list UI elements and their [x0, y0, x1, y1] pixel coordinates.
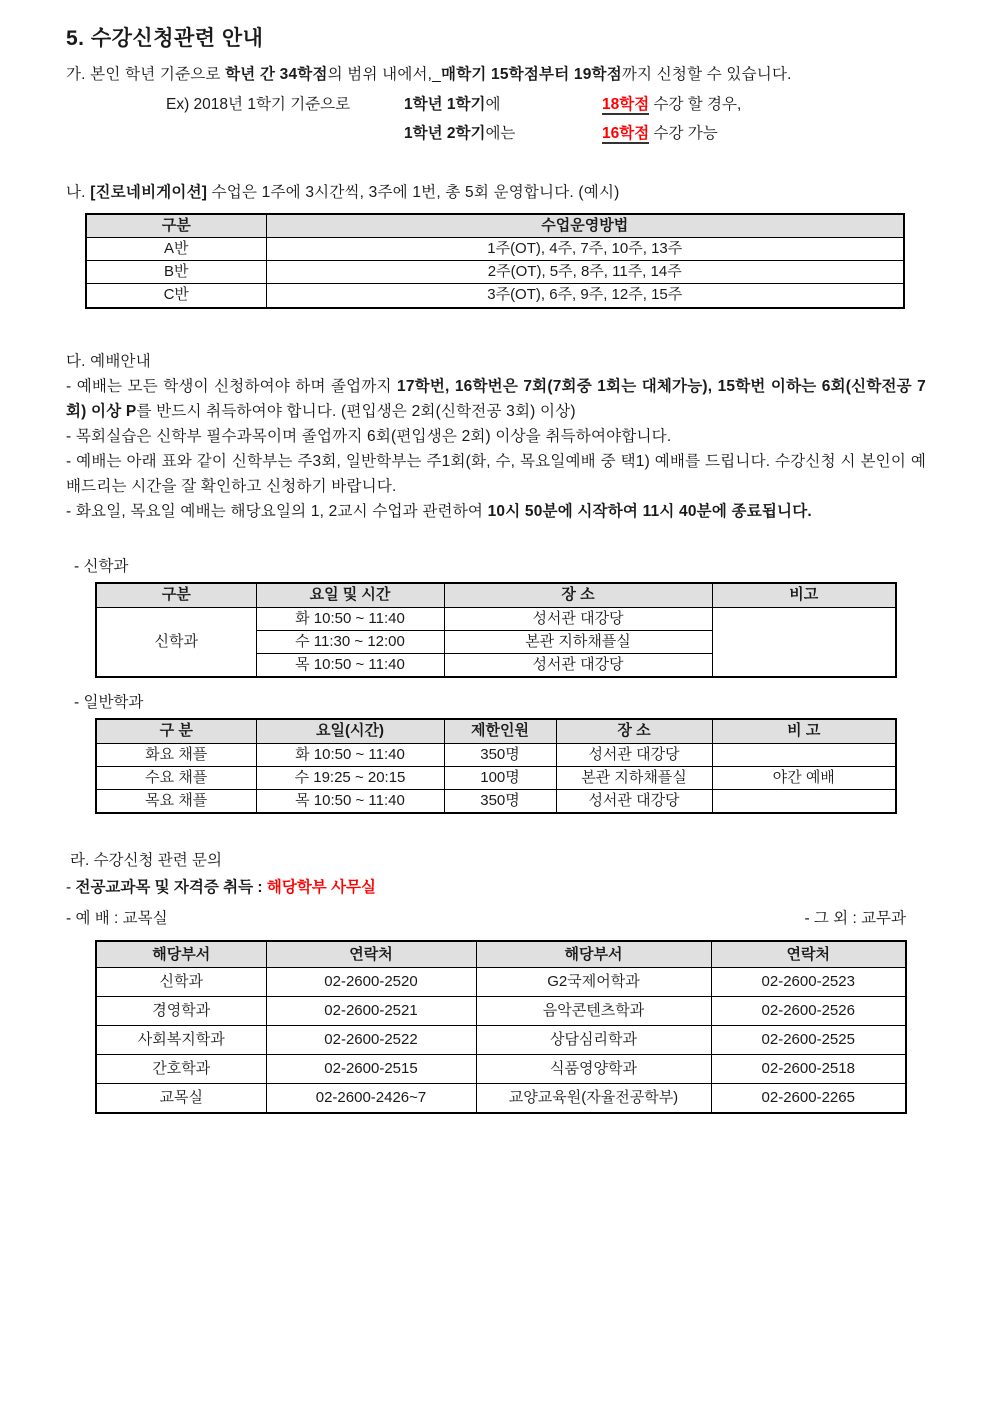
cell: 목 10:50 ~ 11:40	[256, 790, 444, 814]
column-header: 비고	[712, 583, 896, 607]
column-header: 장 소	[556, 719, 712, 743]
cell: 1주(OT), 4주, 7주, 10주, 13주	[266, 237, 904, 260]
na-navigation-bold: [진로네비게이션]	[90, 184, 208, 202]
cell: 식품영양학과	[476, 1055, 711, 1084]
credit-18-highlight: 18학점	[602, 96, 650, 114]
ga-text: 가. 본인 학년 기준으로	[66, 66, 226, 83]
column-header: 요일(시간)	[256, 719, 444, 743]
example-2-tail: 수강 가능	[649, 124, 718, 142]
cell: 신학과	[96, 968, 266, 997]
table-header-row	[96, 719, 896, 743]
table-row	[96, 1084, 906, 1113]
cell: 간호학과	[96, 1055, 266, 1084]
da-bullet-2: - 목회실습은 신학부 필수과목이며 졸업까지 6회(편입생은 2회) 이상을 취득하여야합니다.	[66, 427, 672, 445]
ga-example-block	[166, 91, 926, 148]
ra-etc-contact: - 그 외 : 교무과	[804, 910, 906, 928]
section-ga-paragraph	[66, 62, 926, 87]
general-chapel-table	[95, 718, 897, 814]
cell: 야간 예배	[712, 766, 896, 789]
ga-text: 까지 신청할 수 있습니다.	[621, 66, 792, 83]
cell	[712, 790, 896, 814]
cell: 02-2600-2426~7	[266, 1084, 476, 1113]
class-operation-table	[85, 213, 905, 309]
cell: 2주(OT), 5주, 8주, 11주, 14주	[266, 261, 904, 284]
section-da-heading: 다. 예배안내	[66, 352, 151, 370]
cell: C반	[86, 284, 266, 308]
cell: 02-2600-2526	[711, 997, 906, 1026]
cell: B반	[86, 261, 266, 284]
column-header: 장 소	[444, 583, 712, 607]
cell: G2국제어학과	[476, 968, 711, 997]
page-title: 5. 수강신청관련 안내	[66, 27, 264, 50]
cell: 수 11:30 ~ 12:00	[256, 630, 444, 653]
da-bullet-4-bold: 10시 50분에 시작하여 11시 40분에 종료됩니다.	[487, 503, 812, 521]
ra-bullet-contacts	[66, 907, 906, 932]
ga-text: 의 범위 내에서,_	[327, 66, 442, 83]
table-row	[96, 743, 896, 766]
column-header: 해당부서	[96, 941, 266, 968]
example-line-1	[166, 91, 926, 120]
table-row	[86, 261, 904, 284]
cell: 본관 지하채플실	[556, 766, 712, 789]
credit-16-highlight: 16학점	[602, 124, 650, 142]
cell: 350명	[444, 790, 556, 814]
cell: 사회복지학과	[96, 1026, 266, 1055]
example-1-term: 1학년 1학기에	[404, 96, 501, 114]
cell: 02-2600-2522	[266, 1026, 476, 1055]
ra-major-bold: 전공교과목 및 자격증 취득 :	[75, 879, 267, 897]
da-bullet-1: - 예배는 모든 학생이 신청하여야 하며 졸업까지 17학번, 16학번은 7회(7회중 1회는 대체가능), 15학번 이하는 6회(신학전공 7회) 이상 P를 반드시 취득하여야 합니다. (편입생은 2회(신학전공 3회) 이상)	[66, 377, 926, 420]
cell: 화 10:50 ~ 11:40	[256, 743, 444, 766]
cell: 02-2600-2521	[266, 997, 476, 1026]
theology-section-label: - 신학과	[74, 558, 129, 576]
cell: 수 19:25 ~ 20:15	[256, 766, 444, 789]
column-header: 요일 및 시간	[256, 583, 444, 607]
cell: 02-2600-2265	[711, 1084, 906, 1113]
da-bullet-4: - 화요일, 목요일 예배는 해당요일의 1, 2교시 수업과 관련하여 10시 50분에 시작하여 11시 40분에 종료됩니다.	[66, 503, 812, 521]
section-na-heading: 나. [진로네비게이션] 수업은 1주에 3시간씩, 3주에 1번, 총 5회 운영합니다. (예시)	[66, 184, 620, 202]
table-header-row	[86, 214, 904, 238]
cell: 350명	[444, 743, 556, 766]
ra-worship-contact: - 예 배 : 교목실	[66, 910, 168, 928]
cell: 음악콘텐츠학과	[476, 997, 711, 1026]
cell-note	[712, 607, 896, 677]
table-row	[96, 997, 906, 1026]
table-row	[86, 237, 904, 260]
contact-table	[95, 940, 907, 1114]
table-row	[96, 607, 896, 630]
example-1-tail: 수강 할 경우,	[649, 96, 742, 114]
cell: 화요 채플	[96, 743, 256, 766]
table-row	[96, 790, 896, 814]
example-2-term: 1학년 2학기에는	[404, 124, 516, 142]
column-header: 구분	[86, 214, 266, 238]
cell: 수요 채플	[96, 766, 256, 789]
cell: 경영학과	[96, 997, 266, 1026]
example-line-2	[166, 120, 926, 149]
cell: 02-2600-2515	[266, 1055, 476, 1084]
cell: 성서관 대강당	[444, 654, 712, 678]
table-row	[86, 284, 904, 308]
cell: 성서관 대강당	[556, 743, 712, 766]
cell: 02-2600-2523	[711, 968, 906, 997]
general-section-label: - 일반학과	[74, 694, 144, 712]
cell: 교양교육원(자율전공학부)	[476, 1084, 711, 1113]
cell: 성서관 대강당	[444, 607, 712, 630]
cell	[712, 743, 896, 766]
column-header: 구분	[96, 583, 256, 607]
table-row	[96, 1026, 906, 1055]
table-header-row	[96, 941, 906, 968]
column-header: 연락처	[711, 941, 906, 968]
example-prefix: Ex) 2018년 1학기 기준으로	[166, 96, 351, 114]
column-header: 해당부서	[476, 941, 711, 968]
cell: 100명	[444, 766, 556, 789]
cell: 목요 채플	[96, 790, 256, 814]
table-row	[96, 1055, 906, 1084]
ga-bold-credits: 학년 간 34학점	[225, 66, 328, 83]
table-row	[96, 766, 896, 789]
cell: 목 10:50 ~ 11:40	[256, 654, 444, 678]
cell: 02-2600-2525	[711, 1026, 906, 1055]
table-header-row	[96, 583, 896, 607]
cell: 02-2600-2518	[711, 1055, 906, 1084]
column-header: 구 분	[96, 719, 256, 743]
column-header: 수업운영방법	[266, 214, 904, 238]
cell: 02-2600-2520	[266, 968, 476, 997]
ga-bold-semester-credits: 매학기 15학점부터 19학점	[441, 66, 622, 83]
table-row	[96, 968, 906, 997]
theology-chapel-table	[95, 582, 897, 678]
ra-office-highlight: 해당학부 사무실	[266, 879, 376, 897]
cell: 상담심리학과	[476, 1026, 711, 1055]
cell: 성서관 대강당	[556, 790, 712, 814]
cell: 본관 지하채플실	[444, 630, 712, 653]
cell: A반	[86, 237, 266, 260]
column-header: 제한인원	[444, 719, 556, 743]
cell: 3주(OT), 6주, 9주, 12주, 15주	[266, 284, 904, 308]
cell: 교목실	[96, 1084, 266, 1113]
column-header: 연락처	[266, 941, 476, 968]
da-bullet-3: - 예배는 아래 표와 같이 신학부는 주3회, 일반학부는 주1회(화, 수, 목요일예배 중 택1) 예배를 드립니다. 수강신청 시 본인이 예배드리는 시간을 잘 확인하고 신청하기 바랍니다.	[66, 453, 926, 496]
cell: 화 10:50 ~ 11:40	[256, 607, 444, 630]
ra-bullet-major: - 전공교과목 및 자격증 취득 : 해당학부 사무실	[66, 879, 376, 897]
column-header: 비 고	[712, 719, 896, 743]
cell-department: 신학과	[96, 607, 256, 677]
section-ra-heading: 라. 수강신청 관련 문의	[70, 852, 222, 870]
da-bullet-1-bold: 17학번, 16학번은 7회(7회중 1회는 대체가능), 15학번 이하는 6회(신학전공 7회) 이상 P	[66, 377, 926, 420]
